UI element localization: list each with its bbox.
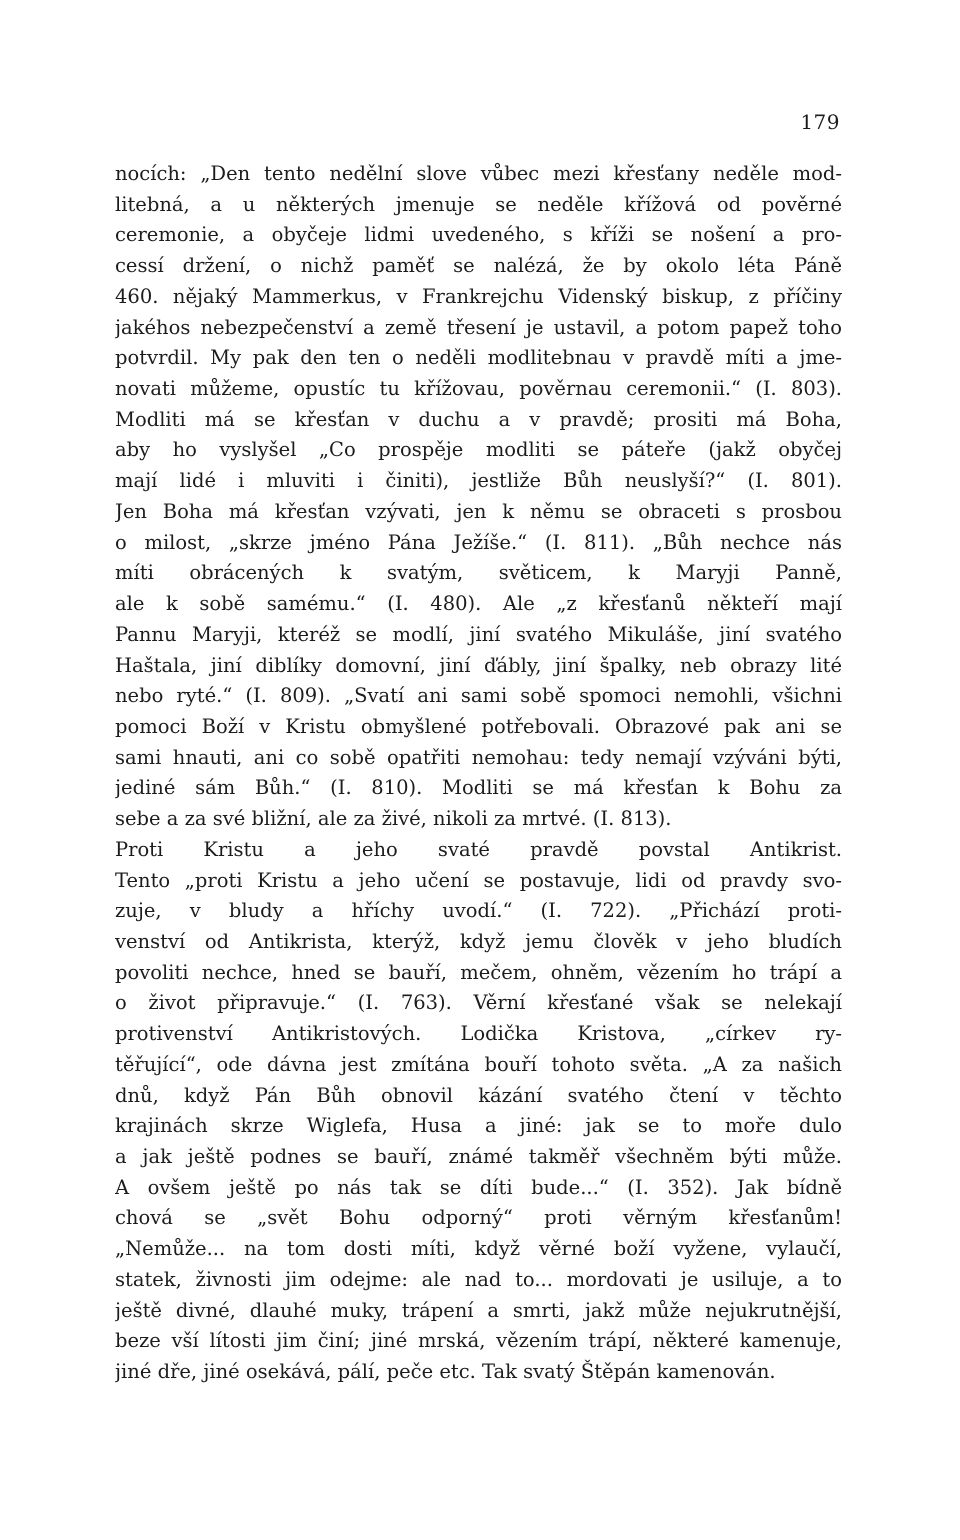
text-line: dnů, když Pán Bůh obnovil kázání svatého čtení v těchto [115, 1083, 842, 1107]
text-line: Proti Kristu a jeho svaté pravdě povstal Antikrist. [115, 837, 842, 861]
text-line: cessí držení, o nichž paměť se nalézá, že by okolo léta Páně [115, 254, 842, 278]
text-line: protivenství Antikristových. Lodička Kristova, „církev ry- [115, 1022, 842, 1046]
text-line: aby ho vyslyšel „Co prospěje modliti se páteře (jakž obyčej [115, 438, 842, 462]
text-line: krajinách skrze Wiglefa, Husa a jiné: jak se to moře dulo [115, 1114, 842, 1138]
text-line: jediné sám Bůh.“ (I. 810). Modliti se má křesťan k Bohu za [115, 776, 842, 800]
text-line: povoliti nechce, hned se bauří, mečem, ohněm, vězením ho trápí a [115, 960, 842, 984]
text-line: Haštala, jiní diblíky domovní, jiní ďábly, jiní špalky, neb obrazy lité [115, 653, 842, 677]
text-line: ale k sobě samému.“ (I. 480). Ale „z křesťanů někteří mají [115, 592, 842, 616]
text-line: novati můžeme, opustíc tu křížovau, pověrnau ceremonii.“ (I. 803). [115, 377, 842, 401]
body-text [115, 159, 842, 1388]
text-line: o milost, „skrze jméno Pána Ježíše.“ (I. 811). „Bůh nechce nás [115, 530, 842, 554]
page-number: 179 [800, 110, 840, 134]
text-line: a jak ještě podnes se bauří, známé takměř všechněm býti může. [115, 1145, 842, 1168]
text-line: pomoci Boží v Kristu obmyšlené potřebovali. Obrazové pak ani se [115, 714, 842, 738]
text-line: jakéhos nebezpečenství a země třesení je ustavil, a potom papež toho [115, 315, 842, 339]
text-line: chová se „svět Bohu odporný“ proti věrným křesťanům! [115, 1206, 842, 1230]
text-line: litebná, a u některých jmenuje se neděle křížová od pověrné [115, 192, 842, 216]
text-line: A ovšem ještě po nás tak se díti bude...“ (I. 352). Jak bídně [115, 1175, 842, 1199]
text-line: Modliti má se křesťan v duchu a v pravdě; prositi má Boha, [115, 407, 842, 431]
text-line: zuje, v bludy a hříchy uvodí.“ (I. 722). „Přichází proti- [115, 899, 842, 923]
text-line: ceremonie, a obyčeje lidmi uvedeného, s kříži se nošení a pro- [115, 223, 842, 247]
text-line: těřující“, ode dávna jest zmítána bouří tohoto světa. „A za našich [115, 1052, 842, 1076]
text-line: míti obrácených k svatým, světicem, k Maryji Panně, [115, 561, 842, 585]
text-line: nocích: „Den tento nedělní slove vůbec mezi křesťany neděle mod- [115, 162, 842, 185]
text-line: sebe a za své bližní, ale za živé, nikoli za mrtvé. (I. 813). [115, 807, 672, 831]
text-line: statek, živnosti jim odejme: ale nad to... mordovati je usiluje, a to [115, 1267, 842, 1291]
text-line: Tento „proti Kristu a jeho učení se postavuje, lidi od pravdy svo- [115, 868, 842, 892]
text-line: potvrdil. My pak den ten o neděli modlitebnau v pravdě míti a jme- [115, 346, 842, 370]
text-line: nebo ryté.“ (I. 809). „Svatí ani sami sobě spomoci nemohli, všichni [115, 684, 842, 708]
text-line: Pannu Maryji, kteréž se modlí, jiní svatého Mikuláše, jiní svatého [115, 622, 842, 646]
text-line: o život připravuje.“ (I. 763). Věrní křesťané však se nelekají [115, 991, 842, 1015]
text-line: jiné dře, jiné osekává, pálí, peče etc. Tak svatý Štěpán kamenován. [115, 1360, 776, 1384]
text-line: beze vší lítosti jim činí; jiné mrská, vězením trápí, některé kamenuje, [115, 1329, 842, 1353]
text-line: venství od Antikrista, kterýž, když jemu člověk v jeho bludích [115, 929, 842, 953]
text-line: „Nemůže... na tom dosti míti, když věrné boží vyžene, vylaučí, [115, 1237, 842, 1261]
text-line: ještě divné, dlauhé muky, trápení a smrti, jakž může nejukrutnější, [115, 1298, 842, 1322]
text-line: Jen Boha má křesťan vzývati, jen k němu se obraceti s prosbou [115, 499, 842, 523]
text-line: mají lidé i mluviti i činiti), jestliže Bůh neuslyší?“ (I. 801). [115, 469, 842, 493]
text-line: sami hnauti, ani co sobě opatřiti nemohau: tedy nemají vzýváni býti, [115, 745, 842, 769]
text-line: 460. nějaký Mammerkus, v Frankrejchu Videnský biskup, z příčiny [115, 284, 842, 308]
